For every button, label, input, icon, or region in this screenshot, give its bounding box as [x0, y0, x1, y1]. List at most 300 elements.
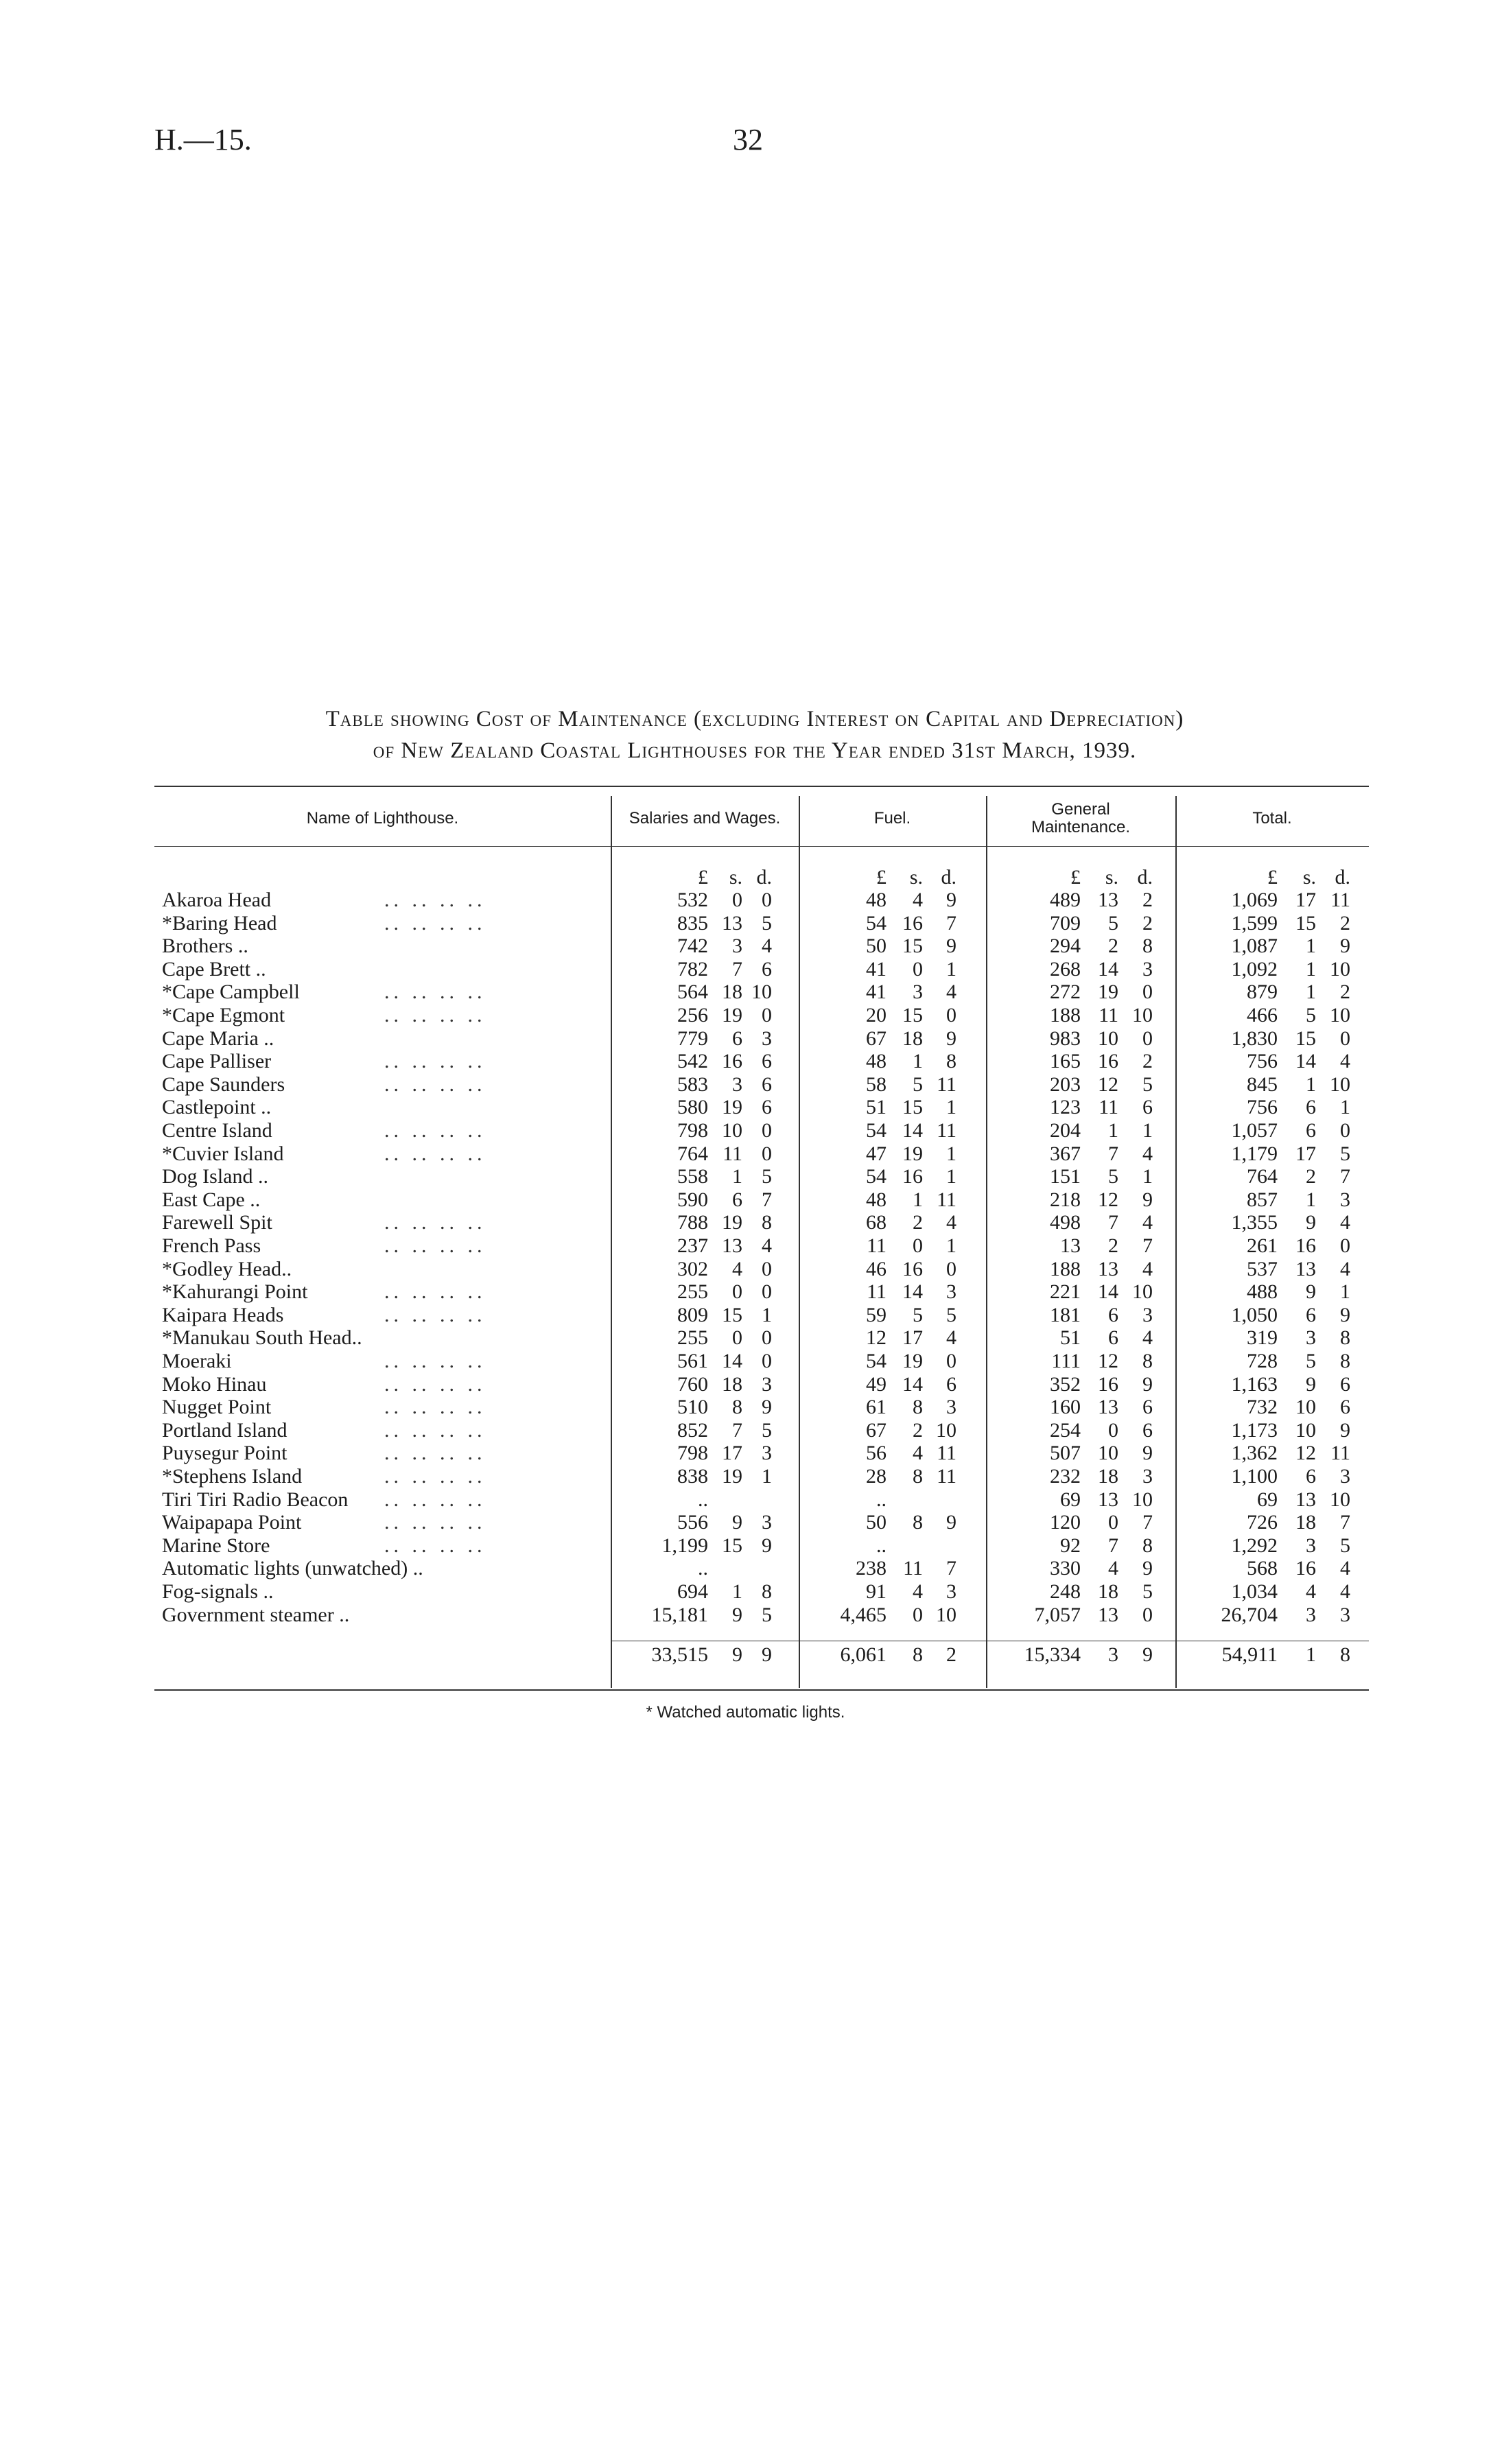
gen-pounds: 221 — [1050, 1280, 1081, 1304]
sal-pounds: 302 — [677, 1257, 708, 1280]
fuel-pounds: 12 — [866, 1326, 887, 1350]
tot-pence: 4 — [1340, 1211, 1350, 1234]
lighthouse-name: Moeraki — [162, 1350, 232, 1372]
sal-shillings: 9 — [732, 1603, 742, 1626]
lighthouse-name: Nugget Point — [162, 1396, 272, 1419]
sal-pounds: 798 — [677, 1119, 708, 1142]
fuel-shillings: 0 — [913, 1603, 923, 1626]
gen-shillings: 10 — [1098, 1026, 1118, 1050]
fuel-pounds: 49 — [866, 1372, 887, 1396]
table-row — [0, 1488, 1491, 1512]
sal-shillings: 0 — [732, 1326, 742, 1350]
sal-pounds: 760 — [677, 1372, 708, 1396]
fuel-shillings: 19 — [902, 1142, 923, 1165]
fuel-pounds: 47 — [866, 1142, 887, 1165]
table-row — [0, 1304, 1491, 1327]
sal-pence: 6 — [762, 1050, 772, 1073]
tot-pence: 10 — [1330, 1004, 1350, 1026]
table-row — [0, 1050, 1491, 1073]
tot-shillings: 5 — [1306, 1004, 1316, 1026]
sal-shillings: 8 — [732, 1396, 742, 1419]
tot-pence: 4 — [1340, 1580, 1350, 1603]
lighthouse-name: French Pass — [162, 1234, 261, 1257]
sal-shillings: 3 — [732, 1072, 742, 1096]
tot-pounds: 756 — [1247, 1096, 1278, 1119]
gen-pounds: 294 — [1050, 935, 1081, 958]
gen-pounds: 203 — [1050, 1072, 1081, 1096]
sal-shillings: 1 — [732, 1165, 742, 1188]
fuel-pence: 1 — [946, 1234, 956, 1257]
unit-gen-shilling: s. — [1105, 866, 1118, 889]
table-row — [0, 1419, 1491, 1442]
fuel-pence: 7 — [946, 1557, 956, 1580]
tot-shillings: 12 — [1295, 1442, 1316, 1465]
fuel-pence: 9 — [946, 935, 956, 958]
sal-shillings: 7 — [732, 957, 742, 981]
table-row — [0, 1442, 1491, 1465]
sal-shillings: 11 — [723, 1142, 742, 1165]
sal-shillings: 18 — [722, 1372, 742, 1396]
leader-dots: .. .. .. .. — [384, 1465, 486, 1488]
tot-pence: 3 — [1340, 1188, 1350, 1211]
fuel-pounds: 48 — [866, 1050, 887, 1073]
tot-pence: 2 — [1340, 911, 1350, 935]
lighthouse-name: Castlepoint .. — [162, 1096, 272, 1119]
total-sal-pounds: 33,515 — [651, 1643, 708, 1666]
fuel-shillings: 3 — [913, 981, 923, 1004]
fuel-shillings: 15 — [902, 935, 923, 958]
fuel-pounds: 28 — [866, 1465, 887, 1488]
sal-pence: 0 — [762, 1326, 772, 1350]
sal-pence: 0 — [762, 1004, 772, 1026]
lighthouse-name: East Cape .. — [162, 1188, 261, 1211]
fuel-pounds: 48 — [866, 1188, 887, 1211]
sal-pounds: 510 — [677, 1396, 708, 1419]
unit-gen-pound: £ — [1070, 866, 1081, 889]
fuel-shillings: 2 — [913, 1418, 923, 1442]
header-ref: H.—15. — [154, 123, 252, 156]
leader-dots: .. .. .. .. — [384, 1396, 486, 1419]
leader-dots: .. .. .. .. — [384, 1234, 486, 1257]
sal-pence: 0 — [762, 1350, 772, 1372]
sal-pounds: 1,199 — [661, 1534, 708, 1557]
total-tot-pounds: 54,911 — [1221, 1643, 1278, 1666]
tot-shillings: 6 — [1306, 1303, 1316, 1326]
tot-pounds: 1,034 — [1231, 1580, 1278, 1603]
fuel-pence: 5 — [946, 1303, 956, 1326]
table-row — [0, 1234, 1491, 1258]
tot-pence: 10 — [1330, 1072, 1350, 1096]
gen-pounds: 188 — [1050, 1257, 1081, 1280]
gen-pence: 9 — [1142, 1188, 1153, 1211]
table-row — [0, 1534, 1491, 1558]
tot-pence: 3 — [1340, 1465, 1350, 1488]
fuel-pounds: 59 — [866, 1303, 887, 1326]
gen-shillings: 19 — [1098, 981, 1118, 1004]
fuel-pence: 10 — [936, 1418, 956, 1442]
tot-shillings: 2 — [1306, 1165, 1316, 1188]
leader-dots: .. .. .. .. — [384, 1211, 486, 1234]
fuel-pounds: 54 — [866, 1350, 887, 1372]
sal-pence: 9 — [762, 1534, 772, 1557]
lighthouse-name: *Godley Head.. — [162, 1257, 292, 1280]
tot-pence: 10 — [1330, 1488, 1350, 1511]
gen-pounds: 120 — [1050, 1511, 1081, 1534]
table-row — [0, 1258, 1491, 1281]
total-tot-pence: 8 — [1340, 1643, 1350, 1666]
gen-pence: 0 — [1142, 981, 1153, 1004]
gen-pounds: 330 — [1050, 1557, 1081, 1580]
fuel-shillings: 0 — [913, 957, 923, 981]
table-row — [0, 1188, 1491, 1212]
sal-pence: 1 — [762, 1303, 772, 1326]
lighthouse-name: Dog Island .. — [162, 1165, 268, 1188]
tot-shillings: 10 — [1295, 1396, 1316, 1419]
fuel-pence: 7 — [946, 911, 956, 935]
gen-pounds: 69 — [1060, 1488, 1081, 1511]
sal-shillings: 0 — [732, 1280, 742, 1304]
total-gen-pence: 9 — [1142, 1643, 1153, 1666]
gen-pence: 2 — [1142, 911, 1153, 935]
fuel-pounds: 61 — [866, 1396, 887, 1419]
unit-tot-shilling: s. — [1302, 866, 1316, 889]
sal-pence: 0 — [762, 1257, 772, 1280]
sal-pence: 3 — [762, 1372, 772, 1396]
sal-pounds: .. — [698, 1557, 708, 1580]
sal-shillings: 10 — [722, 1119, 742, 1142]
gen-pence: 0 — [1142, 1026, 1153, 1050]
gen-pence: 3 — [1142, 957, 1153, 981]
tot-shillings: 6 — [1306, 1465, 1316, 1488]
sal-shillings: 18 — [722, 981, 742, 1004]
gen-shillings: 11 — [1099, 1096, 1118, 1119]
tot-pounds: 845 — [1247, 1072, 1278, 1096]
tot-pounds: 319 — [1247, 1326, 1278, 1350]
gen-pence: 9 — [1142, 1442, 1153, 1465]
tot-pounds: 26,704 — [1221, 1603, 1278, 1626]
fuel-pence: 1 — [946, 957, 956, 981]
fuel-shillings: 1 — [913, 1188, 923, 1211]
tot-pounds: 1,173 — [1231, 1418, 1278, 1442]
gen-shillings: 0 — [1108, 1418, 1118, 1442]
unit-sal-shilling: s. — [729, 866, 742, 889]
fuel-pounds: .. — [876, 1534, 887, 1557]
fuel-pence: 11 — [937, 1442, 956, 1465]
gen-pounds: 165 — [1050, 1050, 1081, 1073]
gen-shillings: 5 — [1108, 911, 1118, 935]
tot-pence: 0 — [1340, 1119, 1350, 1142]
gen-pounds: 218 — [1050, 1188, 1081, 1211]
sal-pence: 0 — [762, 1142, 772, 1165]
gen-pence: 2 — [1142, 1050, 1153, 1073]
gen-pence: 10 — [1132, 1280, 1153, 1304]
tot-shillings: 5 — [1306, 1350, 1316, 1372]
unit-fuel-pound: £ — [876, 866, 887, 889]
table-row — [0, 958, 1491, 981]
table-row — [0, 1027, 1491, 1051]
gen-pence: 7 — [1142, 1234, 1153, 1257]
table-title-line1: Table showing Cost of Maintenance (excluding Interest on Capital and Depreciation) — [325, 707, 1184, 731]
gen-shillings: 12 — [1098, 1188, 1118, 1211]
lighthouse-name: Akaroa Head — [162, 889, 272, 911]
tot-shillings: 6 — [1306, 1119, 1316, 1142]
sal-pounds: 556 — [677, 1511, 708, 1534]
sal-pence: 4 — [762, 935, 772, 958]
sal-pence: 5 — [762, 1418, 772, 1442]
sal-pence: 1 — [762, 1465, 772, 1488]
fuel-shillings: 4 — [913, 1580, 923, 1603]
gen-shillings: 14 — [1098, 1280, 1118, 1304]
fuel-pounds: 41 — [866, 957, 887, 981]
fuel-pounds: 238 — [856, 1557, 887, 1580]
gen-shillings: 10 — [1098, 1442, 1118, 1465]
tot-pounds: 764 — [1247, 1165, 1278, 1188]
tot-pence: 9 — [1340, 1418, 1350, 1442]
tot-shillings: 3 — [1306, 1326, 1316, 1350]
table-row — [0, 1604, 1491, 1627]
table-row — [0, 1373, 1491, 1396]
table-row — [0, 1511, 1491, 1534]
gen-pence: 5 — [1142, 1580, 1153, 1603]
tot-pounds: 879 — [1247, 981, 1278, 1004]
table-row — [0, 935, 1491, 958]
tot-pence: 1 — [1340, 1280, 1350, 1304]
sal-pence: 0 — [762, 889, 772, 911]
fuel-pence: 4 — [946, 1211, 956, 1234]
fuel-shillings: 8 — [913, 1511, 923, 1534]
sal-shillings: 17 — [722, 1442, 742, 1465]
column-header-name: Name of Lighthouse. — [306, 809, 459, 828]
sal-pounds: 15,181 — [651, 1603, 708, 1626]
sal-shillings: 1 — [732, 1580, 742, 1603]
lighthouse-name: *Stephens Island — [162, 1465, 303, 1488]
sal-shillings: 7 — [732, 1418, 742, 1442]
sal-shillings: 9 — [732, 1511, 742, 1534]
tot-shillings: 9 — [1306, 1280, 1316, 1304]
sal-pence: 6 — [762, 1096, 772, 1119]
fuel-shillings: 16 — [902, 1165, 923, 1188]
fuel-shillings: 14 — [902, 1280, 923, 1304]
leader-dots: .. .. .. .. — [384, 1488, 486, 1511]
sal-pounds: 532 — [677, 889, 708, 911]
leader-dots: .. .. .. .. — [384, 1350, 486, 1372]
leader-dots: .. .. .. .. — [384, 1280, 486, 1304]
unit-gen-pence: d. — [1137, 866, 1153, 889]
table-row — [0, 1280, 1491, 1304]
gen-pounds: 268 — [1050, 957, 1081, 981]
gen-pence: 4 — [1142, 1211, 1153, 1234]
leader-dots: .. .. .. .. — [384, 1119, 486, 1142]
gen-pounds: 181 — [1050, 1303, 1081, 1326]
gen-shillings: 12 — [1098, 1350, 1118, 1372]
gen-shillings: 4 — [1108, 1557, 1118, 1580]
gen-pounds: 204 — [1050, 1119, 1081, 1142]
total-fuel-pence: 2 — [946, 1643, 956, 1666]
fuel-pence: 3 — [946, 1396, 956, 1419]
tot-pounds: 488 — [1247, 1280, 1278, 1304]
table-row — [0, 1165, 1491, 1188]
column-header-total: Total. — [1252, 809, 1292, 828]
table-row — [0, 981, 1491, 1004]
fuel-pounds: 54 — [866, 1119, 887, 1142]
leader-dots: .. .. .. .. — [384, 1511, 486, 1534]
fuel-shillings: 8 — [913, 1396, 923, 1419]
gen-shillings: 13 — [1098, 1257, 1118, 1280]
sal-pounds: 255 — [677, 1280, 708, 1304]
column-header-general-line1: General — [1051, 800, 1110, 819]
gen-pence: 8 — [1142, 1350, 1153, 1372]
gen-pounds: 489 — [1050, 889, 1081, 911]
gen-pounds: 498 — [1050, 1211, 1081, 1234]
fuel-pence: 1 — [946, 1096, 956, 1119]
gen-pence: 8 — [1142, 935, 1153, 958]
gen-pence: 4 — [1142, 1142, 1153, 1165]
sal-pence: 0 — [762, 1280, 772, 1304]
leader-dots: .. .. .. .. — [384, 1442, 486, 1465]
gen-shillings: 6 — [1108, 1303, 1118, 1326]
tot-shillings: 17 — [1295, 1142, 1316, 1165]
fuel-pence: 0 — [946, 1350, 956, 1372]
fuel-pounds: 48 — [866, 889, 887, 911]
gen-pounds: 160 — [1050, 1396, 1081, 1419]
lighthouse-name: Tiri Tiri Radio Beacon — [162, 1488, 349, 1511]
fuel-shillings: 11 — [903, 1557, 923, 1580]
table-title-line2: of New Zealand Coastal Lighthouses for the Year ended 31st March, 1939. — [373, 738, 1137, 763]
gen-pence: 0 — [1142, 1603, 1153, 1626]
sal-pounds: 742 — [677, 935, 708, 958]
sal-pounds: 779 — [677, 1026, 708, 1050]
leader-dots: .. .. .. .. — [384, 1303, 486, 1326]
unit-fuel-pence: d. — [941, 866, 956, 889]
gen-shillings: 16 — [1098, 1050, 1118, 1073]
tot-pounds: 857 — [1247, 1188, 1278, 1211]
sal-pence: 4 — [762, 1234, 772, 1257]
fuel-shillings: 16 — [902, 911, 923, 935]
tot-shillings: 4 — [1306, 1580, 1316, 1603]
tot-pence: 4 — [1340, 1050, 1350, 1073]
tot-shillings: 13 — [1295, 1488, 1316, 1511]
sal-pounds: 558 — [677, 1165, 708, 1188]
tot-pounds: 756 — [1247, 1050, 1278, 1073]
leader-dots: .. .. .. .. — [384, 1372, 486, 1396]
table-row — [0, 1119, 1491, 1142]
tot-pence: 11 — [1330, 1442, 1350, 1465]
table-row — [0, 1557, 1491, 1580]
sal-shillings: 4 — [732, 1257, 742, 1280]
gen-pounds: 188 — [1050, 1004, 1081, 1026]
gen-pounds: 232 — [1050, 1465, 1081, 1488]
leader-dots: .. .. .. .. — [384, 1142, 486, 1165]
fuel-pounds: 20 — [866, 1004, 887, 1026]
tot-pence: 3 — [1340, 1603, 1350, 1626]
fuel-pence: 9 — [946, 889, 956, 911]
gen-shillings: 0 — [1108, 1511, 1118, 1534]
table-row — [0, 1396, 1491, 1419]
gen-pence: 10 — [1132, 1488, 1153, 1511]
sal-pounds: 583 — [677, 1072, 708, 1096]
sal-pence: 9 — [762, 1396, 772, 1419]
fuel-shillings: 19 — [902, 1350, 923, 1372]
sal-shillings: 0 — [732, 889, 742, 911]
total-sal-pence: 9 — [762, 1643, 772, 1666]
fuel-pounds: 56 — [866, 1442, 887, 1465]
lighthouse-name: Centre Island — [162, 1119, 272, 1142]
gen-pounds: 92 — [1060, 1534, 1081, 1557]
tot-pence: 0 — [1340, 1026, 1350, 1050]
unit-tot-pence: d. — [1335, 866, 1350, 889]
sal-shillings: 13 — [722, 911, 742, 935]
tot-shillings: 10 — [1295, 1418, 1316, 1442]
total-fuel-shillings: 8 — [913, 1643, 923, 1666]
sal-pence: 3 — [762, 1442, 772, 1465]
lighthouse-name: Cape Maria .. — [162, 1026, 274, 1050]
fuel-pounds: 51 — [866, 1096, 887, 1119]
table-row — [0, 889, 1491, 912]
gen-pounds: 983 — [1050, 1026, 1081, 1050]
header-rule — [154, 846, 1369, 847]
gen-shillings: 13 — [1098, 1488, 1118, 1511]
fuel-pence: 3 — [946, 1580, 956, 1603]
tot-pence: 0 — [1340, 1234, 1350, 1257]
sal-pence: 8 — [762, 1580, 772, 1603]
gen-shillings: 12 — [1098, 1072, 1118, 1096]
gen-shillings: 11 — [1099, 1004, 1118, 1026]
tot-pence: 8 — [1340, 1326, 1350, 1350]
tot-pence: 2 — [1340, 981, 1350, 1004]
gen-pounds: 13 — [1060, 1234, 1081, 1257]
fuel-pounds: 4,465 — [840, 1603, 887, 1626]
fuel-pence: 6 — [946, 1372, 956, 1396]
tot-shillings: 14 — [1295, 1050, 1316, 1073]
footnote: * Watched automatic lights. — [646, 1703, 845, 1722]
fuel-shillings: 2 — [913, 1211, 923, 1234]
unit-row — [0, 866, 1491, 889]
leader-dots: .. .. .. .. — [384, 1072, 486, 1096]
total-fuel-pounds: 6,061 — [840, 1643, 887, 1666]
fuel-shillings: 0 — [913, 1234, 923, 1257]
table-row — [0, 912, 1491, 935]
sal-pence: 0 — [762, 1119, 772, 1142]
fuel-shillings: 16 — [902, 1257, 923, 1280]
lighthouse-name: *Kahurangi Point — [162, 1280, 308, 1304]
gen-pounds: 709 — [1050, 911, 1081, 935]
fuel-pence: 9 — [946, 1026, 956, 1050]
fuel-shillings: 5 — [913, 1303, 923, 1326]
tot-pounds: 1,179 — [1231, 1142, 1278, 1165]
sal-shillings: 15 — [722, 1303, 742, 1326]
page-number: 32 — [733, 123, 763, 156]
gen-pence: 4 — [1142, 1326, 1153, 1350]
gen-pounds: 352 — [1050, 1372, 1081, 1396]
sal-pounds: 852 — [677, 1418, 708, 1442]
fuel-pounds: 54 — [866, 1165, 887, 1188]
fuel-pence: 0 — [946, 1257, 956, 1280]
gen-shillings: 13 — [1098, 889, 1118, 911]
gen-pence: 6 — [1142, 1396, 1153, 1419]
tot-pounds: 1,355 — [1231, 1211, 1278, 1234]
sal-pounds: 838 — [677, 1465, 708, 1488]
tot-shillings: 9 — [1306, 1372, 1316, 1396]
sal-pence: 8 — [762, 1211, 772, 1234]
gen-pounds: 248 — [1050, 1580, 1081, 1603]
sal-shillings: 19 — [722, 1004, 742, 1026]
lighthouse-name: Marine Store — [162, 1534, 270, 1557]
gen-pence: 10 — [1132, 1004, 1153, 1026]
sal-pence: 5 — [762, 911, 772, 935]
tot-pounds: 1,069 — [1231, 889, 1278, 911]
fuel-pounds: 67 — [866, 1026, 887, 1050]
tot-pounds: 568 — [1247, 1557, 1278, 1580]
